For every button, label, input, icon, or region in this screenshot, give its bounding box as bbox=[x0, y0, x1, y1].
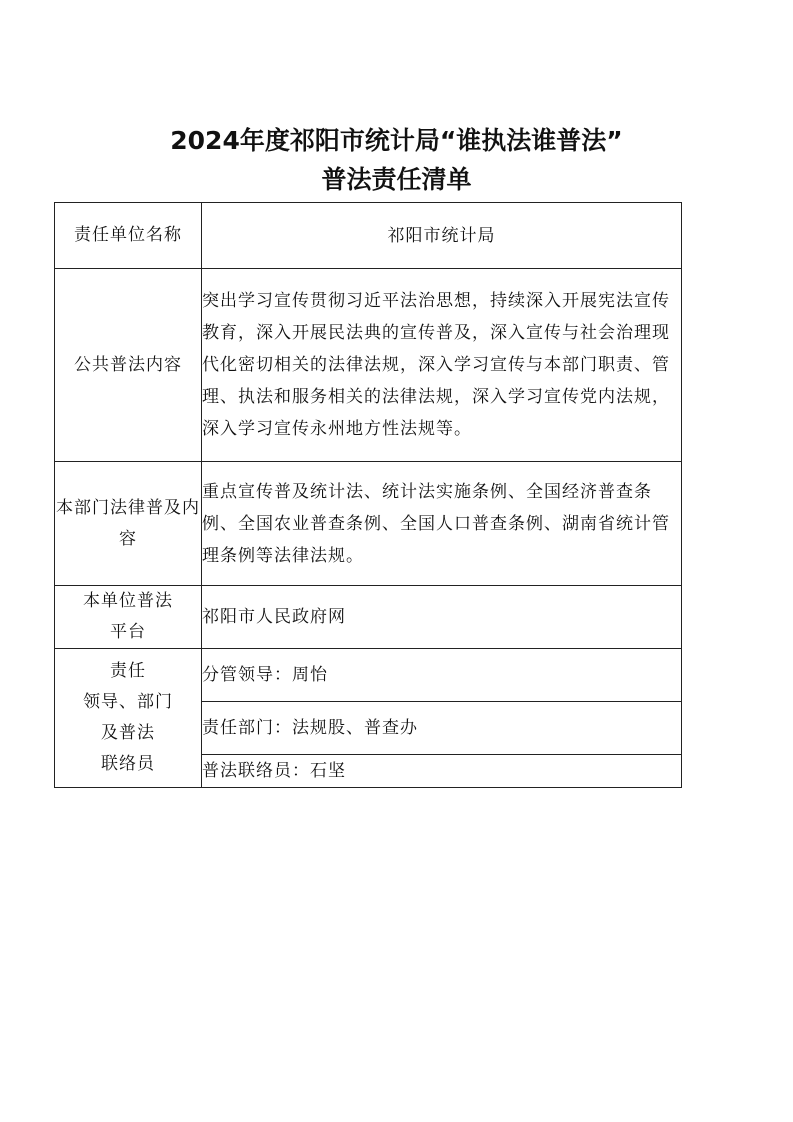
platform-label bbox=[55, 586, 202, 649]
platform-label-line1: 本单位普法 bbox=[83, 591, 173, 611]
dept-law-value: 重点宣传普及统计法、统计法实施条例、全国经济普查条例、全国农业普查条例、全国人口普查条例、湖南省统计管理条例等法律法规。 bbox=[202, 462, 682, 586]
leader-value: 分管领导：周怡 bbox=[202, 649, 682, 702]
table-row-platform bbox=[55, 586, 682, 649]
public-law-value: 突出学习宣传贯彻习近平法治思想，持续深入开展宪法宣传教育，深入开展民法典的宣传普及，深入宣传与社会治理现代化密切相关的法律法规，深入学习宣传与本部门职责、管理、执法和服务相关的法律法规，深入学习宣传党内法规，深入学习宣传永州地方性法规等。 bbox=[202, 269, 682, 462]
responsible-label bbox=[55, 649, 202, 788]
document-title-line2: 普法责任清单 bbox=[321, 165, 472, 194]
responsibility-table bbox=[54, 202, 682, 788]
liaison-value: 普法联络员：石坚 bbox=[202, 755, 682, 788]
table-row-leader bbox=[55, 649, 682, 702]
responsible-label-line1: 责任 bbox=[110, 661, 146, 681]
department-value: 责任部门：法规股、普查办 bbox=[202, 702, 682, 755]
table-row-dept-law bbox=[55, 462, 682, 586]
responsible-label-line4: 联络员 bbox=[101, 754, 155, 774]
platform-label-line2: 平台 bbox=[110, 622, 146, 642]
unit-label: 责任单位名称 bbox=[55, 203, 202, 269]
responsible-label-line2: 领导、部门 bbox=[83, 692, 173, 712]
table-row-unit bbox=[55, 203, 682, 269]
platform-value: 祁阳市人民政府网 bbox=[202, 586, 682, 649]
document-title-line1: 2024年度祁阳市统计局“谁执法谁普法” bbox=[170, 126, 623, 155]
dept-law-label: 本部门法律普及内容 bbox=[55, 462, 202, 586]
unit-value: 祁阳市统计局 bbox=[202, 203, 682, 269]
table-row-public-law bbox=[55, 269, 682, 462]
public-law-label: 公共普法内容 bbox=[55, 269, 202, 462]
responsible-label-line3: 及普法 bbox=[101, 723, 155, 743]
